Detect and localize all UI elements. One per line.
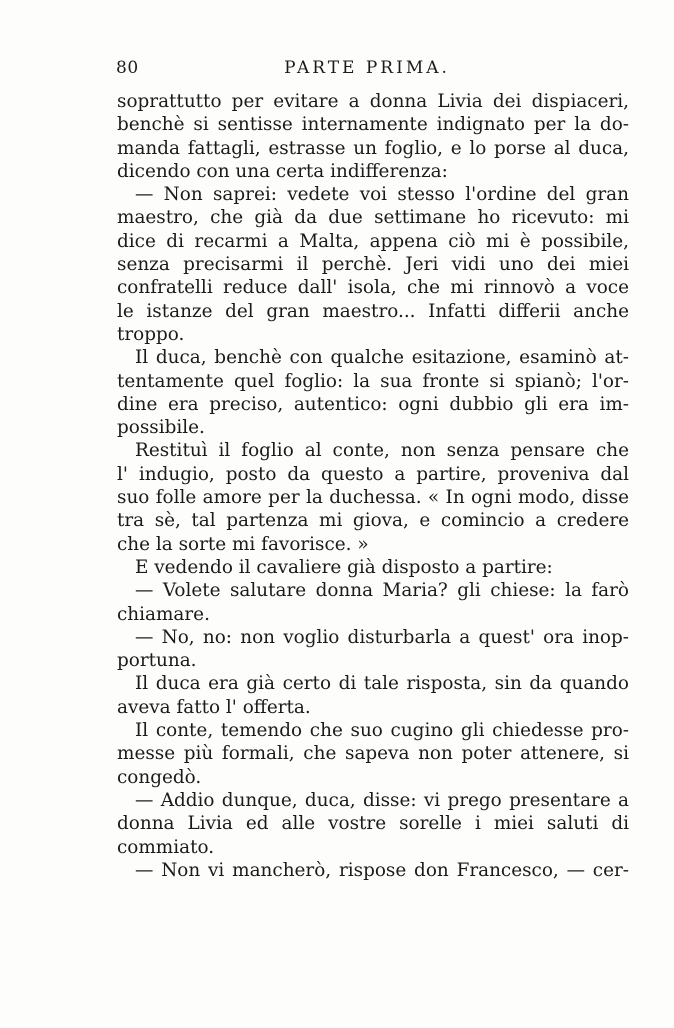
text-line: troppo.: [117, 323, 185, 345]
text-line: benchè si sentisse internamente indignato per la do-: [117, 114, 629, 136]
text-line: chiamare.: [117, 603, 210, 625]
text-line: portuna.: [117, 650, 197, 672]
text-line: che la sorte mi favorisce. »: [117, 533, 369, 555]
text-line: suo folle amore per la duchessa. « In ogni modo, disse: [117, 487, 629, 509]
text-line: donna Livia ed alle vostre sorelle i miei saluti di: [117, 813, 629, 835]
text-line: l' indugio, posto da questo a partire, proveniva dal: [117, 463, 629, 485]
text-line: — Addio dunque, duca, disse: vi prego presentare a: [135, 789, 629, 811]
text-line: confratelli reduce dall' isola, che mi rinnovò a voce: [117, 277, 629, 299]
text-line: — No, no: non voglio disturbarla a quest' ora inop-: [135, 626, 629, 648]
text-line: possibile.: [117, 417, 205, 439]
text-line: Restituì il foglio al conte, non senza pensare che: [135, 440, 629, 462]
text-line: dine era preciso, autentico: ogni dubbio gli era im-: [117, 393, 629, 415]
text-line: — Non saprei: vedete voi stesso l'ordine del gran: [135, 184, 629, 206]
text-line: E vedendo il cavaliere già disposto a partire:: [135, 556, 553, 578]
text-line: dicendo con una certa indifferenza:: [117, 160, 448, 182]
text-line: — Volete salutare donna Maria? gli chiese: la farò: [135, 580, 629, 602]
running-head: PARTE PRIMA.: [284, 58, 450, 78]
body-text: [117, 90, 629, 882]
text-line: messe più formali, che sapeva non poter attenere, si: [117, 743, 629, 765]
text-line: soprattutto per evitare a donna Livia dei dispiaceri,: [117, 91, 629, 112]
text-line: Il conte, temendo che suo cugino gli chiedesse pro-: [135, 720, 629, 742]
text-line: senza precisarmi il perchè. Jeri vidi uno dei miei: [117, 254, 629, 276]
text-line: congedò.: [117, 766, 202, 788]
text-line: maestro, che già da due settimane ho ricevuto: mi: [117, 207, 629, 229]
text-line: Il duca era già certo di tale risposta, sin da quando: [135, 673, 629, 695]
text-line: — Non vi mancherò, rispose don Francesco, — cer-: [135, 859, 629, 881]
page-number: 80: [116, 58, 139, 78]
text-line: manda fattagli, estrasse un foglio, e lo porse al duca,: [117, 137, 629, 159]
text-line: commiato.: [117, 836, 215, 858]
text-line: dice di recarmi a Malta, appena ciò mi è possibile,: [117, 230, 629, 252]
text-line: aveva fatto l' offerta.: [117, 696, 311, 718]
text-line: Il duca, benchè con qualche esitazione, esaminò at-: [135, 347, 629, 369]
text-line: le istanze del gran maestro... Infatti differii anche: [117, 300, 629, 322]
text-line: tentamente quel foglio: la sua fronte si spianò; l'or-: [117, 370, 629, 392]
text-line: tra sè, tal partenza mi giova, e comincio a credere: [117, 510, 629, 532]
